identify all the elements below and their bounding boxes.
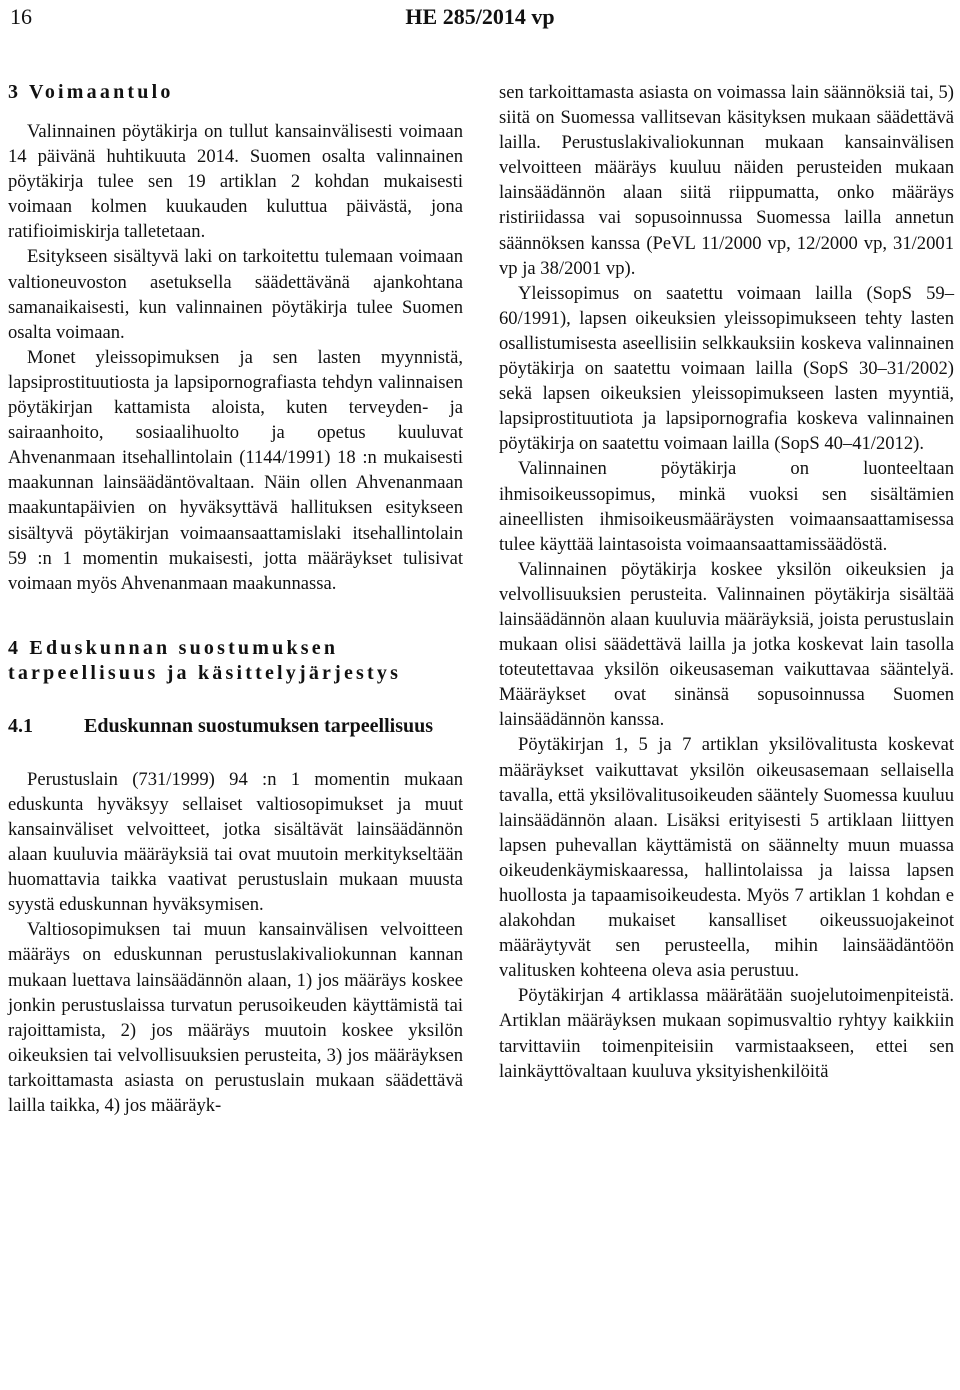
document-id: HE 285/2014 vp xyxy=(405,4,555,29)
section-4-1-title: Eduskunnan suostumuksen tarpeellisuus xyxy=(84,714,434,737)
section-4-1-paragraph-1: Perustuslain (731/1999) 94 :n 1 momentin mukaan eduskunta hyväksyy sellaiset valtiosopimukset ja muut kansainväliset velvoitteet, jotka sisältävät lainsäädännön alaan kuuluvia määräyksiä tai ovat muutoin merkitykseltään huomattavia taikka vaativat perustuslain mukaan muusta syystä eduskunnan hyväksymisen. xyxy=(8,768,463,916)
page-number: 16 xyxy=(10,4,32,29)
right-paragraph-5: Pöytäkirjan 1, 5 ja 7 artiklan yksilövalitusta koskevat määräykset vaikuttavat yksilön oikeusasemaan sellaisella tavalla, että yksilövalitusoikeuden sääntely Suomessa kuuluu lainsäädännön alaan. Lisäksi erityisesti 5 artiklaan liittyen lapsen puhevallan käyttämistä on säännelty muun muassa oikeudenkäymiskaaressa, hallintolaissa ja laissa lapsen huollosta ja tapaamisoikeudesta. Myös 7 artiklan 1 kohdan e alakohdan mukaiset kansalliset oikeussuojakeinot määräytyvät sen perusteella, mihin lainsäädäntöön valitusken kohteena oleva asia perustuu. xyxy=(499,734,954,982)
section-3-heading: 3 Voimaantulo xyxy=(8,81,174,103)
continued-paragraph: sen tarkoittamasta asiasta on voimassa lain säännöksiä tai, 5) siitä on Suomessa vallitsevan käsityksen mukaan säädettävä lailla. Perustuslakivaliokunnan mukaan kansainvälisen velvoitteen määräys kuuluu näiden perusteiden mukaan lainsäädännön alaan siitä riippumatta, onko määräys ristiriidassa vai sopusoinnussa Suomessa lailla annetun säännöksen kanssa (PeVL 11/2000 vp, 12/2000 vp, 31/2001 vp ja 38/2001 vp). xyxy=(499,82,954,279)
right-paragraph-4: Valinnainen pöytäkirja koskee yksilön oikeuksien ja velvollisuuksien perusteita. Valinnainen pöytäkirja sisältää lainsäädännön alaan kuuluvia määräyksiä, joista perustuslain mukaan olisi säädettävä lailla ja jotka koskevat lain tasolla toteutettavaa yksilön oikeusaseman vaikuttavaa sääntelyä. Määräykset ovat sinänsä sopusoinnussa Suomen lainsäädännön kanssa. xyxy=(499,558,954,731)
right-paragraph-2: Yleissopimus on saatettu voimaan lailla (SopS 59–60/1991), lapsen oikeuksien yleissopimukseen tehty lasten osallistumisesta aseellisiin selkkauksiin koskeva valinnainen pöytäkirja on saatettu voimaan lailla (SopS 30–31/2002) sekä lapsen oikeuksien yleissopimukseen lasten myyntiä, lapsiprostituutiota ja lapsipornografia koskeva valinnainen pöytäkirja on saatettu voimaan lailla (SopS 40–41/2012). xyxy=(499,282,954,455)
page-header xyxy=(0,0,960,34)
section-3-paragraph-1: Valinnainen pöytäkirja on tullut kansainvälisesti voimaan 14 päivänä huhtikuuta 2014. Suomen osalta valinnainen pöytäkirja tulee sen 19 artiklan 2 kohdan mukaisesti voimaan kolmen kuukauden kuluttua päivästä, jona ratifioimiskirja talletetaan. xyxy=(8,121,463,243)
section-3-paragraph-2: Esitykseen sisältyvä laki on tarkoitettu tulemaan voimaan valtioneuvoston asetuksella säädettävänä ajankohtana samanaikaisesti, kun valinnainen pöytäkirja tulee Suomen osalta voimaan. xyxy=(8,246,463,343)
right-column xyxy=(499,80,954,1084)
section-4-1-number: 4.1 xyxy=(8,714,33,737)
right-paragraph-3: Valinnainen pöytäkirja on luonteeltaan ihmisoikeussopimus, minkä vuoksi sen sisältämien aineellisten ihmisoikeusmääräysten voimaansaattamisessa tulee käyttää laintasoista voimaansaattamissäädöstä. xyxy=(499,458,954,555)
section-4-1-heading xyxy=(8,714,463,739)
section-4-heading: 4 Eduskunnan suostumuksen tarpeellisuus ja käsittelyjärjestys xyxy=(8,636,402,684)
section-4-1-paragraph-2: Valtiosopimuksen tai muun kansainvälisen velvoitteen määräys on eduskunnan perustuslakivaliokunnan kannan mukaan luettava lainsäädännön alaan, 1) jos määräys koskee jonkin perustuslaissa turvatun perusoikeuden käyttämistä tai rajoittamista, 2) jos määräys muutoin koskee yksilön oikeuksien tai velvollisuuksien perusteita, 3) jos määräyksen tarkoittamasta asiasta on perustuslain mukaan säädettävä lailla taikka, 4) jos määräyk- xyxy=(8,919,463,1116)
section-3-paragraph-3: Monet yleissopimuksen ja sen lasten myynnistä, lapsiprostituutiosta ja lapsipornografiasta tehdyn valinnaisen pöytäkirjan kattamista aloista, kuten terveyden- ja sairaanhoito, sosiaalihuolto ja opetus kuuluvat Ahvenanmaan itsehallintolain (1144/1991) 18 :n mukaisesti maakunnan lainsäädäntövaltaan. Näin ollen Ahvenanmaan maakuntapäivien on hyväksyttävä hallituksen esitykseen sisältyvä pöytäkirjan voimaansaattamislaki itsehallintolain 59 :n 1 momentin mukaisesti, jotta määräykset tulisivat voimaan myös Ahvenanmaan maakunnassa. xyxy=(8,346,463,594)
left-column xyxy=(8,80,463,1118)
right-paragraph-6: Pöytäkirjan 4 artiklassa määrätään suojelutoimenpiteistä. Artiklan määräyksen mukaan sopimusvaltio ryhtyy kaikkiin tarvittaviin toimenpiteisiin varmistaakseen, ettei sen lainkäyttövaltaan kuuluva yksityishenkilöitä xyxy=(499,985,954,1082)
